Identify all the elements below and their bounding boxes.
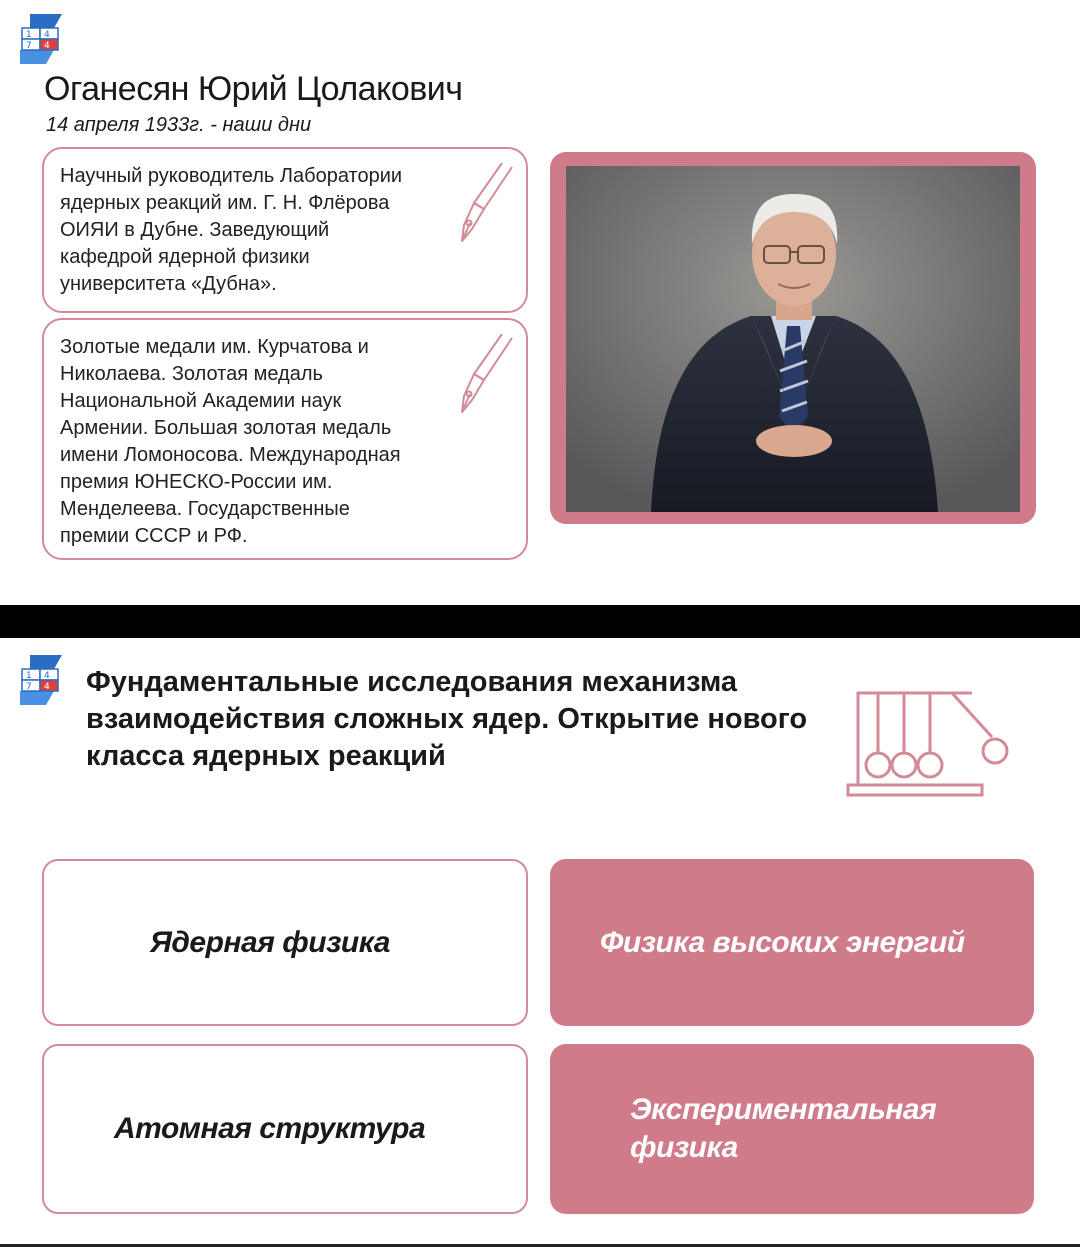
svg-text:1: 1 — [26, 30, 32, 40]
portrait-frame — [550, 152, 1036, 524]
info-card-awards — [42, 318, 528, 560]
topic-label: Атомная структура — [114, 1112, 426, 1145]
topic-label: Экспериментальная физика — [630, 1093, 937, 1164]
newtons-cradle-icon — [840, 685, 1020, 810]
person-name: Оганесян Юрий Цолакович — [44, 70, 463, 108]
fountain-pen-icon — [454, 163, 516, 243]
svg-text:4: 4 — [44, 671, 50, 681]
research-section-title: Фундаментальные исследования механизма взаимодействия сложных ядер. Открытие нового класса ядерных реакций — [86, 666, 808, 772]
project-logo-icon — [20, 655, 62, 705]
svg-text:7: 7 — [26, 41, 32, 51]
topic-tile-high-energy-physics — [550, 859, 1034, 1026]
svg-text:1: 1 — [26, 671, 32, 681]
svg-text:4: 4 — [44, 682, 50, 692]
project-logo-icon — [20, 14, 62, 64]
fountain-pen-icon — [454, 334, 516, 414]
portrait-photo — [566, 166, 1020, 512]
info-card-text: Золотые медали им. Курчатова и Николаева. Золотая медаль Национальной Академии наук Армении. Большая золотая медаль имени Ломоносова. Международная премия ЮНЕСКО-России им. Менделеева. Государственные премии СССР и РФ. — [60, 336, 401, 547]
topic-label: Физика высоких энергий — [600, 925, 965, 959]
life-dates: 14 апреля 1933г. - наши дни — [46, 114, 312, 136]
topic-tile-experimental-physics — [550, 1044, 1034, 1214]
svg-text:4: 4 — [44, 41, 50, 51]
section-divider — [0, 605, 1080, 638]
topic-tile-nuclear-physics — [42, 859, 528, 1026]
info-card-position — [42, 147, 528, 313]
topic-label: Ядерная физика — [150, 925, 390, 959]
svg-text:4: 4 — [44, 30, 50, 40]
svg-text:7: 7 — [26, 682, 32, 692]
info-card-text: Научный руководитель Лаборатории ядерных реакций им. Г. Н. Флёрова ОИЯИ в Дубне. Заведующий кафедрой ядерной физики университета «Дубна». — [60, 165, 403, 295]
topic-tile-atomic-structure — [42, 1044, 528, 1214]
